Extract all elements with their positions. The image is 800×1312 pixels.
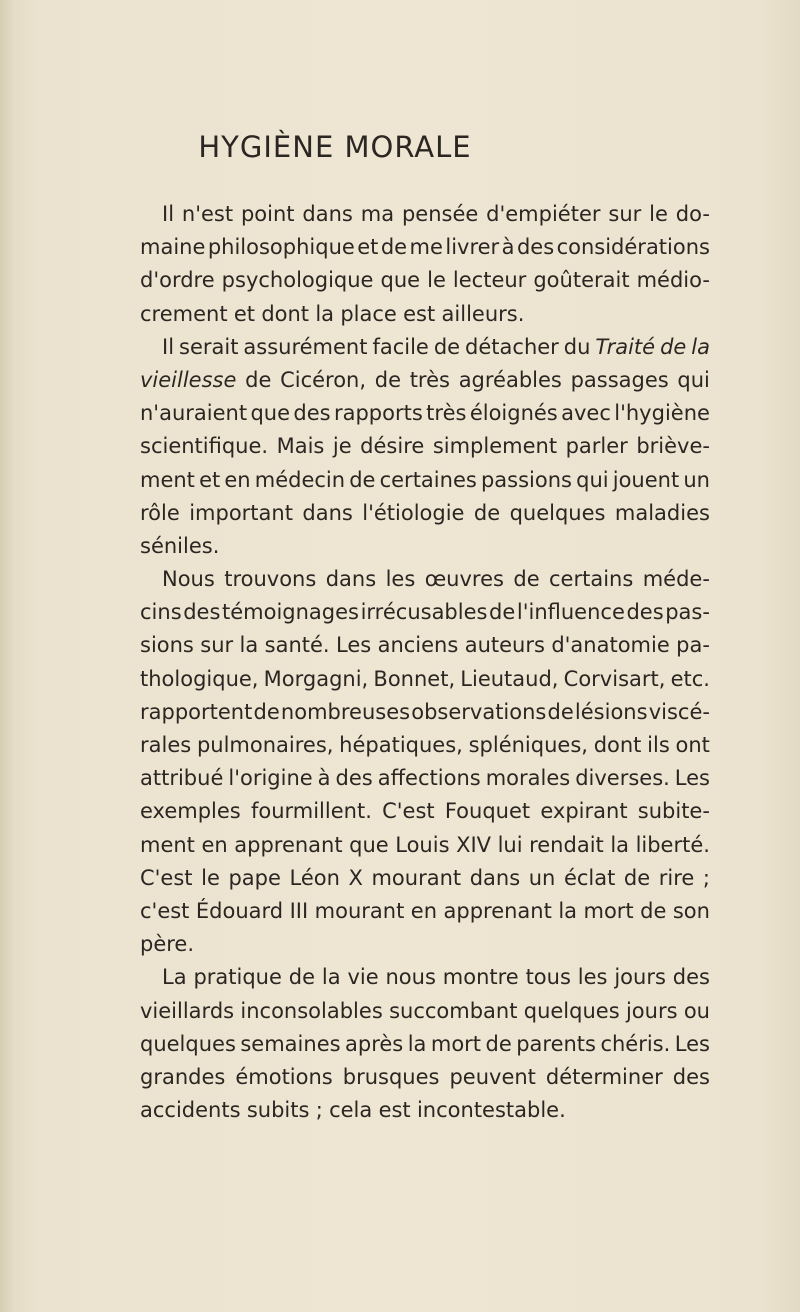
word: de bbox=[485, 1031, 512, 1056]
word: Les bbox=[674, 766, 710, 791]
word: des bbox=[626, 600, 664, 625]
word: certaines bbox=[379, 467, 477, 492]
word: nous bbox=[385, 965, 436, 990]
word: III bbox=[289, 898, 309, 923]
word: qui bbox=[677, 367, 710, 392]
word: de bbox=[489, 600, 516, 625]
word: et bbox=[357, 235, 379, 260]
word: la bbox=[558, 898, 578, 923]
word: méde- bbox=[642, 567, 710, 592]
word: pape bbox=[228, 865, 281, 890]
word: le bbox=[649, 202, 668, 226]
word: d'ordre bbox=[140, 268, 215, 293]
text-line bbox=[140, 1061, 710, 1094]
word: après bbox=[345, 1031, 404, 1056]
text-line bbox=[140, 995, 710, 1028]
word: de bbox=[473, 500, 501, 525]
word: peuvent bbox=[449, 1064, 536, 1089]
word: ailleurs. bbox=[441, 301, 525, 326]
word: passages bbox=[570, 367, 669, 392]
word: spléniques, bbox=[468, 733, 588, 757]
word: ma bbox=[360, 202, 395, 226]
word: en bbox=[410, 898, 438, 923]
word: des bbox=[516, 235, 555, 260]
word: anciens bbox=[377, 633, 459, 658]
text-line bbox=[140, 663, 710, 696]
word: détacher bbox=[465, 334, 559, 359]
word: ou bbox=[683, 998, 710, 1023]
word: apprenant bbox=[234, 832, 343, 857]
word: que bbox=[380, 268, 421, 293]
word: diverses. bbox=[575, 766, 670, 791]
word: pratique bbox=[193, 965, 282, 990]
word: trouvons bbox=[224, 567, 317, 592]
text-line bbox=[140, 729, 710, 762]
word: Léon bbox=[289, 865, 340, 890]
word: Édouard bbox=[195, 898, 284, 923]
word: que bbox=[349, 832, 389, 857]
word: C'est bbox=[382, 799, 435, 824]
word: je bbox=[332, 434, 352, 459]
word: n'est bbox=[181, 202, 234, 226]
word: le bbox=[427, 268, 446, 293]
word: grandes bbox=[140, 1064, 226, 1089]
text-line bbox=[140, 563, 710, 596]
word: mort bbox=[583, 898, 634, 923]
word: do- bbox=[675, 202, 710, 226]
word: et bbox=[233, 301, 256, 326]
word: briève- bbox=[636, 434, 710, 459]
word: dont bbox=[593, 733, 642, 757]
word: émotions bbox=[235, 1064, 333, 1089]
text-line bbox=[140, 762, 710, 795]
word: subits bbox=[246, 1098, 310, 1123]
word: rales bbox=[140, 733, 192, 757]
text-line bbox=[140, 596, 710, 629]
word: rapportent bbox=[140, 699, 253, 724]
word: ; bbox=[315, 1098, 323, 1123]
word: le bbox=[201, 865, 220, 890]
word: subite- bbox=[637, 799, 710, 824]
word: de bbox=[253, 699, 280, 724]
word: point bbox=[240, 202, 295, 226]
word: tous bbox=[525, 965, 571, 990]
word: simplement bbox=[432, 434, 558, 459]
word: morales bbox=[485, 766, 571, 791]
word: et bbox=[199, 467, 221, 492]
text-line bbox=[140, 795, 710, 828]
word: éclat bbox=[563, 865, 616, 890]
word: des bbox=[335, 766, 373, 791]
word: sions bbox=[140, 633, 194, 658]
word: avec bbox=[561, 401, 611, 426]
text-line bbox=[140, 530, 710, 563]
word: en bbox=[224, 467, 251, 492]
text-line bbox=[140, 629, 710, 662]
word: la bbox=[315, 301, 335, 326]
word: Nous bbox=[162, 567, 215, 592]
word: semaines bbox=[240, 1031, 341, 1056]
text-line bbox=[140, 1094, 710, 1127]
word: de bbox=[513, 567, 540, 592]
word: désire bbox=[360, 434, 425, 459]
page-title: HYGIÈNE MORALE bbox=[198, 130, 472, 164]
word: quelques bbox=[523, 998, 620, 1023]
text-line bbox=[140, 397, 710, 430]
word: très bbox=[426, 401, 467, 426]
word: XIV bbox=[456, 832, 492, 857]
word: œuvres bbox=[424, 567, 504, 592]
word: Les bbox=[674, 1031, 710, 1056]
word: parler bbox=[565, 434, 628, 459]
word: sur bbox=[200, 633, 234, 658]
word: médio- bbox=[636, 268, 710, 293]
word: éloignés bbox=[469, 401, 558, 426]
word: l'origine bbox=[228, 766, 313, 791]
word: l'hygiène bbox=[614, 401, 710, 426]
word: quelques bbox=[509, 500, 606, 525]
word: rôle bbox=[140, 500, 180, 525]
text-line bbox=[140, 497, 710, 530]
word: passions bbox=[480, 467, 572, 492]
word: Il bbox=[162, 202, 175, 226]
word: succombant bbox=[389, 998, 518, 1023]
text-line bbox=[140, 696, 710, 729]
word: l'étiologie bbox=[362, 500, 465, 525]
word: lecteur bbox=[452, 268, 527, 293]
word: de bbox=[433, 334, 461, 359]
word: jours bbox=[614, 965, 666, 990]
word: assurément bbox=[243, 334, 368, 359]
word: crement bbox=[140, 301, 228, 326]
word: serait bbox=[179, 334, 239, 359]
word: place bbox=[340, 301, 397, 326]
word: rire bbox=[658, 865, 695, 890]
text-line bbox=[140, 895, 710, 928]
word: médecin bbox=[254, 467, 346, 492]
word: pas- bbox=[665, 600, 710, 625]
word: pa- bbox=[676, 633, 710, 658]
word: Morgagni, bbox=[263, 666, 369, 691]
word: important bbox=[189, 500, 293, 525]
word: dans bbox=[302, 500, 353, 525]
word: jouent bbox=[612, 467, 680, 492]
word: Bonnet, bbox=[373, 666, 456, 691]
text-line bbox=[140, 829, 710, 862]
text-line bbox=[140, 364, 710, 397]
text-line bbox=[140, 264, 710, 297]
word: dans bbox=[302, 202, 353, 226]
text-line bbox=[140, 961, 710, 994]
word: séniles. bbox=[140, 533, 220, 558]
word: est bbox=[378, 1098, 411, 1123]
word: Fouquet bbox=[444, 799, 531, 824]
word: que bbox=[250, 401, 290, 426]
word: rapports bbox=[333, 401, 423, 426]
word: cins bbox=[140, 600, 182, 625]
word: de bbox=[623, 865, 651, 890]
word: nombreuses bbox=[280, 699, 411, 724]
word: ment bbox=[140, 467, 195, 492]
word: dans bbox=[325, 567, 377, 592]
word: etc. bbox=[670, 666, 710, 691]
word: de bbox=[349, 467, 376, 492]
word: incontestable. bbox=[416, 1098, 566, 1123]
word: maine bbox=[140, 235, 206, 260]
word: père. bbox=[140, 932, 195, 957]
word: vieillesse bbox=[140, 367, 237, 392]
word: Lieutaud, bbox=[460, 666, 559, 691]
word: d'anatomie bbox=[551, 633, 670, 658]
word: de bbox=[288, 965, 316, 990]
word: parents bbox=[516, 1031, 596, 1056]
word: certains bbox=[549, 567, 634, 592]
word: irrécusables bbox=[360, 600, 488, 625]
word: inconsolables bbox=[240, 998, 383, 1023]
word: des bbox=[672, 965, 710, 990]
word: rendait bbox=[529, 832, 604, 857]
text-line bbox=[140, 331, 710, 364]
word: des bbox=[293, 401, 331, 426]
word: philosophique bbox=[207, 235, 355, 260]
word: Cicéron, bbox=[280, 367, 367, 392]
word: la bbox=[407, 1031, 427, 1056]
word: son bbox=[672, 898, 710, 923]
word: lésions bbox=[574, 699, 648, 724]
word: l'influence bbox=[516, 600, 625, 625]
word: chéris. bbox=[600, 1031, 671, 1056]
word: ils bbox=[647, 733, 670, 757]
word: ont bbox=[675, 733, 710, 757]
word: accidents bbox=[140, 1098, 241, 1123]
word: attribué bbox=[140, 766, 224, 791]
word: de bbox=[547, 699, 574, 724]
word: des bbox=[183, 600, 221, 625]
word: maladies bbox=[614, 500, 710, 525]
word: montre bbox=[442, 965, 519, 990]
word: fourmillent. bbox=[250, 799, 372, 824]
word: de bbox=[245, 367, 272, 392]
word: mort bbox=[430, 1031, 482, 1056]
word: des bbox=[672, 1064, 710, 1089]
word: un bbox=[683, 467, 710, 492]
text-line bbox=[140, 198, 710, 231]
word: lui bbox=[497, 832, 523, 857]
word: sur bbox=[608, 202, 642, 226]
word: d'empiéter bbox=[486, 202, 601, 226]
word: observations bbox=[411, 699, 547, 724]
word: vie bbox=[347, 965, 379, 990]
word: dans bbox=[469, 865, 521, 890]
page-gutter-shadow bbox=[0, 0, 14, 1312]
word: liberté. bbox=[635, 832, 710, 857]
word: X bbox=[348, 865, 363, 890]
word: facile bbox=[372, 334, 429, 359]
word: les bbox=[577, 965, 608, 990]
word: Louis bbox=[395, 832, 450, 857]
word: scientifique. bbox=[140, 434, 269, 459]
word: auteurs bbox=[464, 633, 545, 658]
word: qui bbox=[576, 467, 609, 492]
word: hépatiques, bbox=[339, 733, 463, 757]
word: de bbox=[660, 334, 687, 359]
word: très bbox=[409, 367, 450, 392]
word: me bbox=[409, 235, 443, 260]
word: témoignages bbox=[222, 600, 359, 625]
word: la bbox=[610, 832, 630, 857]
word: à bbox=[501, 235, 515, 260]
text-line bbox=[140, 862, 710, 895]
word: livrer bbox=[445, 235, 500, 260]
word: thologique, bbox=[140, 666, 259, 691]
word: mourant bbox=[371, 865, 462, 890]
word: expirant bbox=[540, 799, 628, 824]
word: considérations bbox=[556, 235, 710, 260]
word: de bbox=[640, 898, 667, 923]
word: goûterait bbox=[533, 268, 630, 293]
word: santé. bbox=[264, 633, 330, 658]
word: agréables bbox=[458, 367, 562, 392]
word: La bbox=[162, 965, 187, 990]
word: les bbox=[385, 567, 416, 592]
word: c'est bbox=[140, 898, 190, 923]
text-line bbox=[140, 430, 710, 463]
text-line bbox=[140, 231, 710, 264]
word: jours bbox=[625, 998, 678, 1023]
body-text bbox=[140, 198, 710, 1127]
word: un bbox=[528, 865, 556, 890]
word: ; bbox=[702, 865, 710, 890]
word: affections bbox=[377, 766, 481, 791]
word: Les bbox=[335, 633, 372, 658]
word: à bbox=[317, 766, 331, 791]
word: dont bbox=[261, 301, 310, 326]
word: n'auraient bbox=[140, 401, 248, 426]
word: Mais bbox=[276, 434, 325, 459]
word: déterminer bbox=[545, 1064, 663, 1089]
word: apprenant bbox=[443, 898, 552, 923]
word: cela bbox=[329, 1098, 373, 1123]
word: psychologique bbox=[221, 268, 374, 293]
text-line bbox=[140, 464, 710, 497]
word: viscé- bbox=[648, 699, 710, 724]
word: en bbox=[201, 832, 228, 857]
word: brusques bbox=[342, 1064, 440, 1089]
word: de bbox=[374, 367, 401, 392]
word: pensée bbox=[401, 202, 479, 226]
word: C'est bbox=[140, 865, 193, 890]
word: quelques bbox=[140, 1031, 236, 1056]
text-line bbox=[140, 1028, 710, 1061]
word: du bbox=[563, 334, 591, 359]
word: exemples bbox=[140, 799, 241, 824]
word: est bbox=[403, 301, 436, 326]
word: de bbox=[380, 235, 408, 260]
word: la bbox=[321, 965, 341, 990]
word: Corvisart, bbox=[563, 666, 666, 691]
word: la bbox=[239, 633, 259, 658]
word: la bbox=[691, 334, 710, 359]
word: Il bbox=[162, 334, 175, 359]
text-line bbox=[140, 298, 710, 331]
word: Traité bbox=[595, 334, 656, 359]
word: ment bbox=[140, 832, 195, 857]
text-line bbox=[140, 928, 710, 961]
word: mourant bbox=[314, 898, 405, 923]
word: pulmonaires, bbox=[196, 733, 334, 757]
word: vieillards bbox=[140, 998, 235, 1023]
